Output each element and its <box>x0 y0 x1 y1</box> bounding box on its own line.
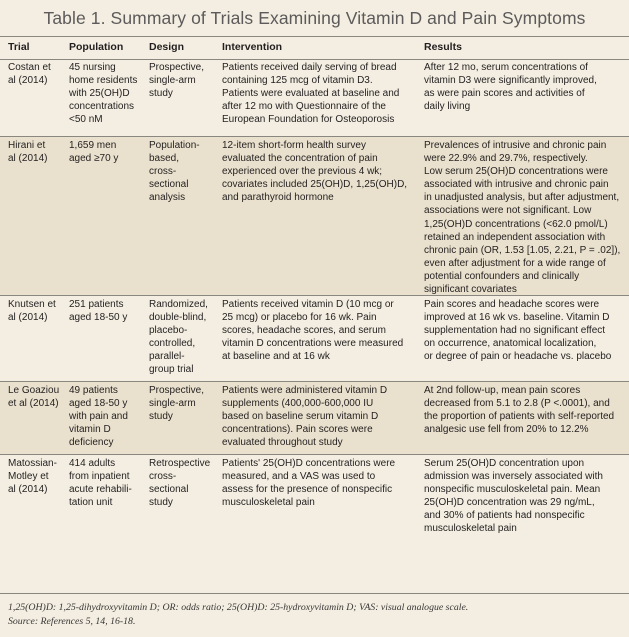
cell-trial: Costan et al (2014) <box>8 62 51 87</box>
header-population: Population <box>69 41 124 53</box>
cell-intervention: Patients were administered vitamin D supplements (400,000-600,000 IU based on baseline serum vitamin D concentrations). Pain scores were evaluated throughout study <box>222 385 388 449</box>
cell-population: 49 patients aged 18-50 y with pain and vitamin D deficiency <box>69 385 128 449</box>
table-row <box>0 455 629 588</box>
cell-population: 414 adults from inpatient acute rehabili- tation unit <box>69 458 132 509</box>
cell-results: Pain scores and headache scores were improved at 16 wk vs. baseline. Vitamin D supplementation had no significant effect on occurrence, anatomical localization, or degree of pain or headache vs. placebo <box>424 299 612 363</box>
cell-results: Prevalences of intrusive and chronic pain were 22.9% and 29.7%, respectively. Low serum 25(OH)D concentrations were associated with intrusive and chronic pain in unadjusted analysis, but after adjustment, associations were not significant. Low 1,25(OH)D concentrations (<62.0 pmol/L) retained an independent association with chronic pain (OR, 1.53 [1.05, 2.21, P = .02]), even after adjustment for a wide range of potential confounders and clinically significant covariates <box>424 140 621 296</box>
header-design: Design <box>149 41 185 53</box>
cell-results: Serum 25(OH)D concentration upon admission was inversely associated with nonspecific musculoskeletal pain. Mean 25(OH)D concentration was 29 ng/mL, and 30% of patients had nonspecific musculoskeletal pain <box>424 458 603 535</box>
cell-results: After 12 mo, serum concentrations of vitamin D3 were significantly improved, as were pain scores and activities of daily living <box>424 62 597 113</box>
header-results: Results <box>424 41 462 53</box>
cell-trial: Le Goaziou et al (2014) <box>8 385 60 410</box>
table-row <box>0 296 629 380</box>
cell-population: 1,659 men aged ≥70 y <box>69 140 119 165</box>
cell-results: At 2nd follow-up, mean pain scores decreased from 5.1 to 2.8 (P <.0001), and the proportion of patients with self-reported analgesic use fell from 20% to 12.2% <box>424 385 615 436</box>
header-trial: Trial <box>8 41 30 53</box>
table-row <box>0 59 629 134</box>
cell-trial: Matossian- Motley et al (2014) <box>8 458 57 496</box>
table-bottom-rule <box>0 593 629 594</box>
table-row <box>0 382 629 454</box>
cell-design: Randomized, double-blind, placebo- controlled, parallel- group trial <box>149 299 208 376</box>
cell-design: Population- based, cross- sectional analysis <box>149 140 200 204</box>
cell-design: Retrospective cross- sectional study <box>149 458 211 509</box>
cell-intervention: Patients' 25(OH)D concentrations were measured, and a VAS was used to assess for the presence of nonspecific musculoskeletal pain <box>222 458 396 509</box>
cell-intervention: Patients received daily serving of bread containing 125 mcg of vitamin D3. Patients were evaluated at baseline and after 12 mo with Questionnaire of the European Foundation for Osteoporosis <box>222 62 400 126</box>
table-header-row <box>0 36 629 60</box>
cell-design: Prospective, single-arm study <box>149 62 205 100</box>
cell-design: Prospective, single-arm study <box>149 385 205 423</box>
cell-intervention: 12-item short-form health survey evaluated the concentration of pain experienced over the previous 4 wk; covariates included 25(OH)D, 1,25(OH)D, and parathyroid hormone <box>222 140 408 204</box>
table-source: Source: References 5, 14, 16-18. <box>8 616 136 627</box>
cell-trial: Knutsen et al (2014) <box>8 299 56 324</box>
cell-population: 45 nursing home residents with 25(OH)D concentrations <50 nM <box>69 62 138 126</box>
table-row <box>0 137 629 295</box>
cell-population: 251 patients aged 18-50 y <box>69 299 128 324</box>
table-footnote: 1,25(OH)D: 1,25-dihydroxyvitamin D; OR: odds ratio; 25(OH)D: 25-hydroxyvitamin D; VAS: visual analogue scale. <box>8 602 469 613</box>
cell-intervention: Patients received vitamin D (10 mcg or 25 mcg) or placebo for 16 wk. Pain scores, headache scores, and serum vitamin D concentrations were measured at baseline and at 16 wk <box>222 299 404 363</box>
cell-trial: Hirani et al (2014) <box>8 140 48 165</box>
header-intervention: Intervention <box>222 41 283 53</box>
table-title: Table 1. Summary of Trials Examining Vitamin D and Pain Symptoms <box>43 8 586 28</box>
